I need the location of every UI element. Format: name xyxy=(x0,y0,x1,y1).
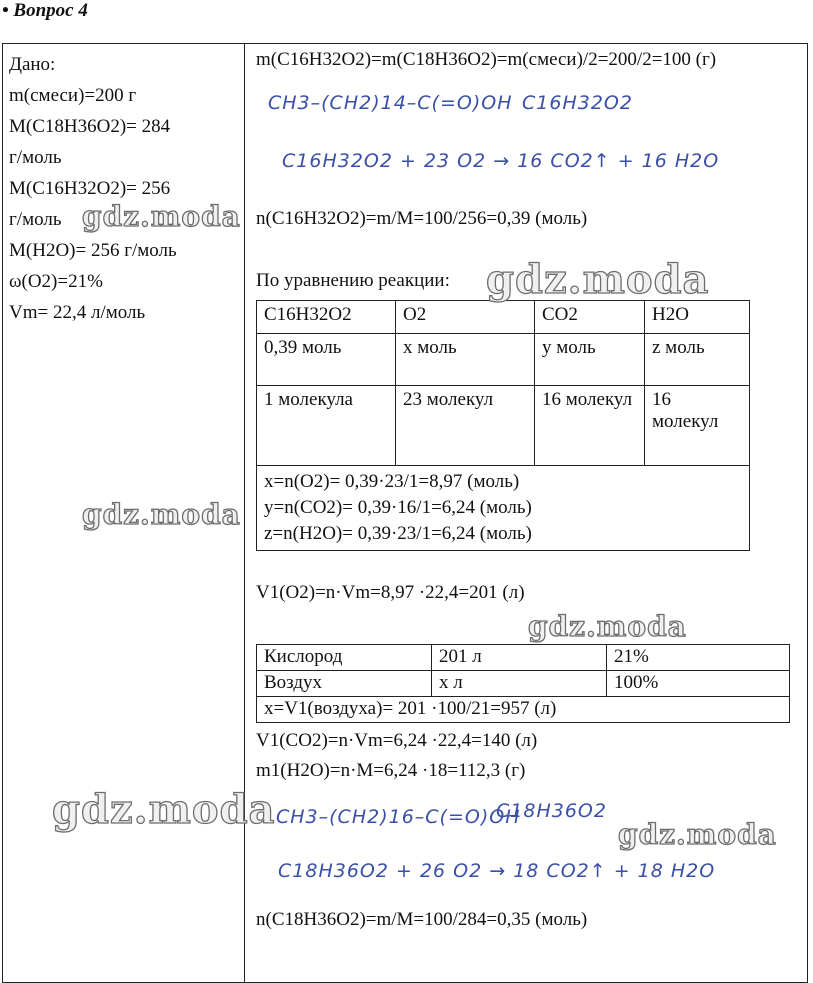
given-molar-mass-palmitic: M(C16H32O2)= 256 xyxy=(9,178,171,199)
given-column xyxy=(9,49,239,328)
co2-volume: V1(CO2)=n·Vm=6,24 ·22,4=140 (л) xyxy=(256,730,538,751)
calc-x: x=n(O2)= 0,39·23/1=8,97 (моль) xyxy=(264,471,520,492)
handwritten-palmitic-short: C16H32O2 xyxy=(522,92,633,114)
handwritten-palmitic-formula: CH3–(CH2)14–C(=O)OH xyxy=(268,92,513,114)
bullet: • xyxy=(2,0,9,21)
molecules-water: 16 молекул xyxy=(645,386,750,466)
watermark-1: gdz.moda xyxy=(82,200,241,233)
mol-oxygen: x моль xyxy=(396,334,535,386)
mol-palmitic: 0,39 моль xyxy=(257,334,396,386)
given-oxygen-fraction: ω(O2)=21% xyxy=(9,271,103,292)
given-unit-2: г/моль xyxy=(9,209,62,230)
stoichiometry-table xyxy=(256,300,750,551)
watermark-2: gdz.moda xyxy=(486,256,710,303)
watermark-4: gdz.moda xyxy=(528,610,687,643)
mol-water: z моль xyxy=(645,334,750,386)
cell-oxygen-percent: 21% xyxy=(607,645,790,671)
header-co2: CO2 xyxy=(535,301,645,334)
mass-equation: m(C16H32O2)=m(C18H36O2)=m(смеси)/2=200/2=100 (г) xyxy=(256,49,717,70)
header-water: H2O xyxy=(645,301,750,334)
cell-air-volume: x л xyxy=(432,671,607,697)
molecules-oxygen: 23 молекул xyxy=(396,386,535,466)
moles-stearic: n(C18H36O2)=m/M=100/284=0,35 (моль) xyxy=(256,909,588,930)
watermark-6: gdz.moda xyxy=(618,818,777,851)
question-title: Вопрос 4 xyxy=(13,0,88,21)
given-unit-1: г/моль xyxy=(9,147,62,168)
calc-z: z=n(H2O)= 0,39·23/1=6,24 (моль) xyxy=(264,523,532,544)
cell-oxygen-label: Кислород xyxy=(257,645,432,671)
question-header xyxy=(2,0,88,22)
given-molar-mass-stearic: M(C18H36O2)= 284 xyxy=(9,116,171,137)
handwritten-stearic-reaction: C18H36O2 + 26 O2 → 18 CO2↑ + 18 H2O xyxy=(278,860,716,882)
cell-air-label: Воздух xyxy=(257,671,432,697)
handwritten-stearic-formula: CH3–(CH2)16–C(=O)OH xyxy=(276,806,521,828)
water-mass: m1(H2O)=n·M=6,24 ·18=112,3 (г) xyxy=(256,760,526,781)
given-molar-mass-water: M(H2O)= 256 г/моль xyxy=(9,240,177,261)
cell-air-percent: 100% xyxy=(607,671,790,697)
header-oxygen: O2 xyxy=(396,301,535,334)
molecules-co2: 16 молекул xyxy=(535,386,645,466)
watermark-3: gdz.moda xyxy=(82,498,241,531)
watermark-5: gdz.moda xyxy=(52,786,276,833)
given-molar-volume: Vm= 22,4 л/моль xyxy=(9,302,146,323)
header-palmitic: C16H32O2 xyxy=(257,301,396,334)
handwritten-stearic-short: C18H36O2 xyxy=(496,800,607,822)
moles-palmitic: n(C16H32O2)=m/M=100/256=0,39 (моль) xyxy=(256,208,588,229)
by-reaction-label: По уравнению реакции: xyxy=(256,270,450,291)
mol-co2: y моль xyxy=(535,334,645,386)
given-label: Дано: xyxy=(9,54,56,75)
calc-y: y=n(CO2)= 0,39·16/1=6,24 (моль) xyxy=(264,497,532,518)
stoichiometry-calc xyxy=(257,466,750,551)
air-calc: x=V1(воздуха)= 201 ·100/21=957 (л) xyxy=(257,697,790,723)
air-table xyxy=(256,644,790,723)
molecules-palmitic: 1 молекула xyxy=(257,386,396,466)
given-mass-mixture: m(смеси)=200 г xyxy=(9,85,137,106)
column-divider xyxy=(244,43,245,983)
oxygen-volume: V1(O2)=n·Vm=8,97 ·22,4=201 (л) xyxy=(256,582,525,603)
handwritten-palmitic-reaction: C16H32O2 + 23 O2 → 16 CO2↑ + 16 H2O xyxy=(282,150,720,172)
cell-oxygen-volume: 201 л xyxy=(432,645,607,671)
